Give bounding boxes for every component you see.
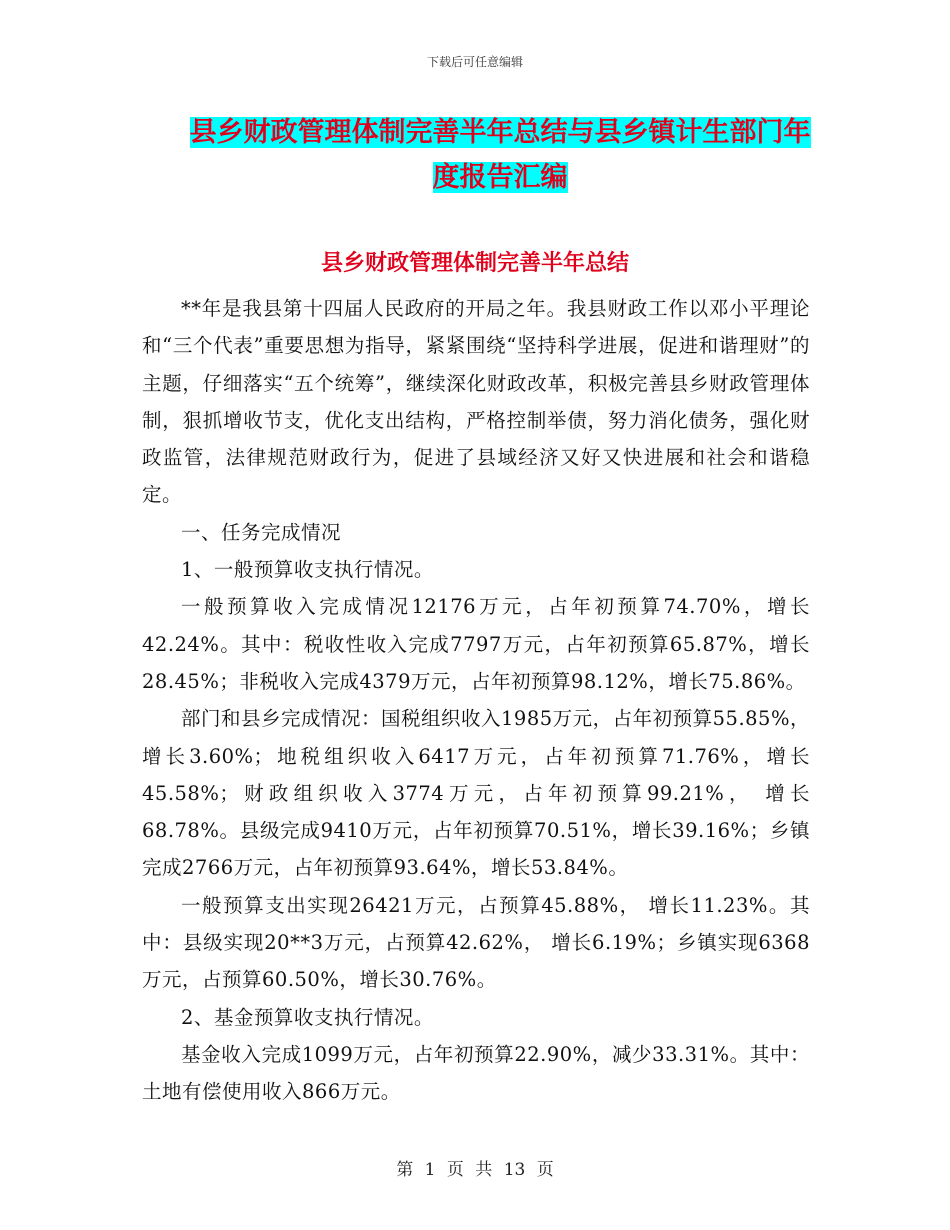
paragraph-general-revenue: 一般预算收入完成情况12176万元，占年初预算74.70%，增长42.24%。其中：税收性收入完成7797万元，占年初预算65.87%，增长28.45%；非税收入完成4379万元，占年初预算98.12%，增长75.86%。: [142, 595, 810, 693]
paragraph-general-expenditure: 一般预算支出实现26421万元，占预算45.88%， 增长11.23%。其中：县级实现20**3万元，占预算42.62%， 增长6.19%；乡镇实现6368万元，占预算60.50%，增长30.76%。: [142, 893, 810, 992]
heading-task-completion: 一、任务完成情况: [181, 520, 342, 544]
page-number: 第 1 页 共 13 页: [396, 1160, 554, 1180]
paragraph-intro: **年是我县第十四届人民政府的开局之年。我县财政工作以邓小平理论和“三个代表”重要思想为指导，紧紧围绕“坚持科学进展，促进和谐理财”的主题，仔细落实“五个统筹”，继续深化财政改革，积极完善县乡财政管理体制，狠抓增收节支，优化支出结构，严格控制举债，努力消化债务，强化财政监管，法律规范财政行为，促进了县域经济又好又快进展和社会和谐稳定。: [142, 297, 810, 507]
paragraph-department-completion: 部门和县乡完成情况：国税组织收入1985万元，占年初预算55.85%，增长3.60%；地税组织收入6417万元，占年初预算71.76%，增长45.58%；财政组织收入3774万元，占年初预算99.21%， 增长68.78%。县级完成9410万元，占年初预算70.51%，增长39.16%；乡镇完成2766万元，占年初预算93.64%，增长53.84%。: [142, 707, 811, 880]
section-title: 县乡财政管理体制完善半年总结: [320, 251, 629, 276]
subheading-fund-budget: 2、基金预算收支执行情况。: [181, 1005, 434, 1029]
document-title-line1: 县乡财政管理体制完善半年总结与县乡镇计生部门年: [189, 117, 811, 148]
document-title: [140, 110, 860, 200]
document-body: [142, 290, 810, 1111]
page-header-note: 下载后可任意编辑: [426, 55, 523, 69]
subheading-general-budget: 1、一般预算收支执行情况。: [181, 558, 434, 582]
document-title-line2: 度报告汇编: [432, 162, 568, 193]
paragraph-fund-revenue: 基金收入完成1099万元，占年初预算22.90%，减少33.31%。其中：土地有偿使用收入866万元。: [142, 1042, 810, 1104]
